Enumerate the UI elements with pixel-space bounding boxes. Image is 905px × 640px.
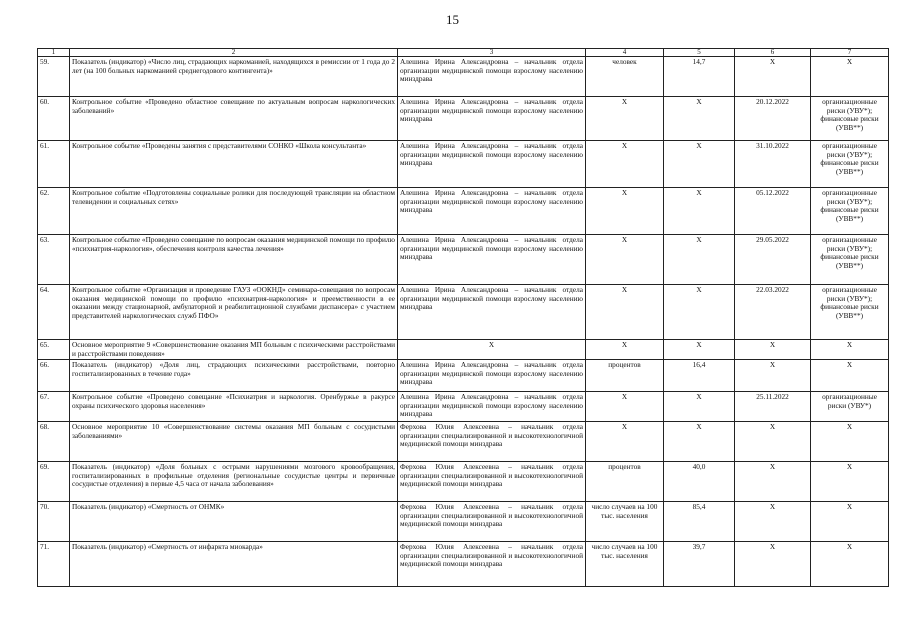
- row-number-cell: 63.: [38, 235, 70, 285]
- value-cell: X: [664, 188, 735, 235]
- risk-cell: организационные риски (УВУ*); финансовые риски (УВВ**): [811, 97, 889, 141]
- risk-cell: организационные риски (УВУ*); финансовые риски (УВВ**): [811, 235, 889, 285]
- responsible-cell: Алешина Ирина Александровна – начальник отдела организации медицинской помощи взрослому населению минздрава: [398, 97, 586, 141]
- description-cell: Показатель (индикатор) «Смертность от инфаркта миокарда»: [70, 542, 398, 587]
- unit-cell: X: [586, 285, 664, 340]
- column-header: 4: [586, 49, 664, 57]
- value-cell: X: [664, 97, 735, 141]
- description-cell: Показатель (индикатор) «Доля лиц, страдающих психическими расстройствами, повторно госпитализированных в течение года»: [70, 360, 398, 392]
- responsible-cell: Алешина Ирина Александровна – начальник отдела организации медицинской помощи взрослому населению минздрава: [398, 235, 586, 285]
- date-cell: 05.12.2022: [735, 188, 811, 235]
- column-header: 1: [38, 49, 70, 57]
- table-row: [38, 392, 889, 422]
- row-number-cell: 68.: [38, 422, 70, 462]
- risk-cell: X: [811, 502, 889, 542]
- row-number-cell: 60.: [38, 97, 70, 141]
- row-number-cell: 65.: [38, 340, 70, 360]
- risk-cell: X: [811, 360, 889, 392]
- table-row: [38, 57, 889, 97]
- date-cell: X: [735, 422, 811, 462]
- table-row: [38, 462, 889, 502]
- unit-cell: число случаев на 100 тыс. населения: [586, 542, 664, 587]
- table-row: [38, 235, 889, 285]
- row-number-cell: 61.: [38, 141, 70, 188]
- page-number: 15: [446, 12, 459, 27]
- date-cell: 29.05.2022: [735, 235, 811, 285]
- row-number-cell: 67.: [38, 392, 70, 422]
- plan-table: [37, 48, 889, 587]
- risk-cell: организационные риски (УВУ*); финансовые риски (УВВ**): [811, 188, 889, 235]
- date-cell: 25.11.2022: [735, 392, 811, 422]
- risk-cell: X: [811, 57, 889, 97]
- table-row: [38, 141, 889, 188]
- value-cell: X: [664, 141, 735, 188]
- risk-cell: X: [811, 340, 889, 360]
- responsible-cell: Ферхова Юлия Алексеевна – начальник отдела организации специализированной и высокотехнологичной медицинской помощи минздрава: [398, 422, 586, 462]
- risk-cell: X: [811, 422, 889, 462]
- value-cell: 40,0: [664, 462, 735, 502]
- description-cell: Контрольное событие «Проведено областное совещание по актуальным вопросам наркологических заболеваний»: [70, 97, 398, 141]
- unit-cell: процентов: [586, 360, 664, 392]
- unit-cell: X: [586, 141, 664, 188]
- date-cell: X: [735, 340, 811, 360]
- column-header: 5: [664, 49, 735, 57]
- table-row: [38, 542, 889, 587]
- table-row: [38, 360, 889, 392]
- unit-cell: X: [586, 235, 664, 285]
- table-row: [38, 422, 889, 462]
- unit-cell: X: [586, 188, 664, 235]
- table-row: [38, 285, 889, 340]
- unit-cell: число случаев на 100 тыс. населения: [586, 502, 664, 542]
- value-cell: X: [664, 392, 735, 422]
- value-cell: 39,7: [664, 542, 735, 587]
- responsible-cell: Ферхова Юлия Алексеевна – начальник отдела организации специализированной и высокотехнологичной медицинской помощи минздрава: [398, 462, 586, 502]
- description-cell: Основное мероприятие 10 «Совершенствование системы оказания МП больным с сосудистыми заболеваниями»: [70, 422, 398, 462]
- column-number-row: [38, 49, 889, 57]
- table-row: [38, 340, 889, 360]
- description-cell: Показатель (индикатор) «Число лиц, страдающих наркоманией, находящихся в ремиссии от 1 года до 2 лет (на 100 больных наркоманией среднегодового контингента)»: [70, 57, 398, 97]
- column-header: 2: [70, 49, 398, 57]
- description-cell: Контрольное событие «Организация и проведение ГАУЗ «ООКНД» семинара-совещания по вопросам оказания медицинской помощи по профилю «психиатрия-наркология» и преемственности в ее оказании между стационарной, амбулаторной и реабилитационной службами диспансера» с участием представителей наркологических служб ПФО»: [70, 285, 398, 340]
- value-cell: 14,7: [664, 57, 735, 97]
- description-cell: Основное мероприятие 9 «Совершенствование оказания МП больным с психическими расстройствами и расстройствами поведения»: [70, 340, 398, 360]
- responsible-cell: Алешина Ирина Александровна – начальник отдела организации медицинской помощи взрослому населению минздрава: [398, 360, 586, 392]
- date-cell: X: [735, 57, 811, 97]
- date-cell: X: [735, 462, 811, 502]
- unit-cell: X: [586, 392, 664, 422]
- date-cell: 31.10.2022: [735, 141, 811, 188]
- unit-cell: X: [586, 340, 664, 360]
- description-cell: Контрольное событие «Проведено совещание по вопросам оказания медицинской помощи по профилю «психиатрия-наркология», обеспечения контроля качества лечения»: [70, 235, 398, 285]
- row-number-cell: 62.: [38, 188, 70, 235]
- value-cell: X: [664, 235, 735, 285]
- value-cell: X: [664, 285, 735, 340]
- table-row: [38, 97, 889, 141]
- responsible-cell: Алешина Ирина Александровна – начальник отдела организации медицинской помощи взрослому населению минздрава: [398, 392, 586, 422]
- risk-cell: организационные риски (УВУ*); финансовые риски (УВВ**): [811, 141, 889, 188]
- description-cell: Показатель (индикатор) «Смертность от ОНМК»: [70, 502, 398, 542]
- value-cell: X: [664, 422, 735, 462]
- description-cell: Показатель (индикатор) «Доля больных с острыми нарушениями мозгового кровообращения, госпитализированных в профильные отделения (региональные сосудистые центры и первичные сосудистые отделения) в первые 4,5 часа от начала заболевания»: [70, 462, 398, 502]
- risk-cell: организационные риски (УВУ*); финансовые риски (УВВ**): [811, 285, 889, 340]
- responsible-cell: Алешина Ирина Александровна – начальник отдела организации медицинской помощи взрослому населению минздрава: [398, 141, 586, 188]
- responsible-cell: Ферхова Юлия Алексеевна – начальник отдела организации специализированной и высокотехнологичной медицинской помощи минздрава: [398, 542, 586, 587]
- responsible-cell: Ферхова Юлия Алексеевна – начальник отдела организации специализированной и высокотехнологичной медицинской помощи минздрава: [398, 502, 586, 542]
- row-number-cell: 70.: [38, 502, 70, 542]
- risk-cell: организационные риски (УВУ*): [811, 392, 889, 422]
- description-cell: Контрольное событие «Проведено совещание «Психиатрия и наркология. Оренбуржье в ракурсе охраны психического здоровья населения»: [70, 392, 398, 422]
- value-cell: X: [664, 340, 735, 360]
- responsible-cell: Алешина Ирина Александровна – начальник отдела организации медицинской помощи взрослому населению минздрава: [398, 57, 586, 97]
- column-header: 6: [735, 49, 811, 57]
- date-cell: X: [735, 502, 811, 542]
- row-number-cell: 59.: [38, 57, 70, 97]
- risk-cell: X: [811, 542, 889, 587]
- value-cell: 16,4: [664, 360, 735, 392]
- unit-cell: человек: [586, 57, 664, 97]
- date-cell: 22.03.2022: [735, 285, 811, 340]
- date-cell: X: [735, 542, 811, 587]
- unit-cell: X: [586, 97, 664, 141]
- column-header: 7: [811, 49, 889, 57]
- description-cell: Контрольное событие «Проведены занятия с представителями СОНКО «Школа консультанта»: [70, 141, 398, 188]
- column-header: 3: [398, 49, 586, 57]
- responsible-cell: Алешина Ирина Александровна – начальник отдела организации медицинской помощи взрослому населению минздрава: [398, 285, 586, 340]
- responsible-cell: Алешина Ирина Александровна – начальник отдела организации медицинской помощи взрослому населению минздрава: [398, 188, 586, 235]
- date-cell: X: [735, 360, 811, 392]
- row-number-cell: 69.: [38, 462, 70, 502]
- risk-cell: X: [811, 462, 889, 502]
- table-row: [38, 502, 889, 542]
- description-cell: Контрольное событие «Подготовлены социальные ролики для последующей трансляции на областном телевидении и социальных сетях»: [70, 188, 398, 235]
- table-row: [38, 188, 889, 235]
- row-number-cell: 71.: [38, 542, 70, 587]
- responsible-cell: X: [398, 340, 586, 360]
- unit-cell: X: [586, 422, 664, 462]
- unit-cell: процентов: [586, 462, 664, 502]
- row-number-cell: 64.: [38, 285, 70, 340]
- date-cell: 20.12.2022: [735, 97, 811, 141]
- row-number-cell: 66.: [38, 360, 70, 392]
- value-cell: 85,4: [664, 502, 735, 542]
